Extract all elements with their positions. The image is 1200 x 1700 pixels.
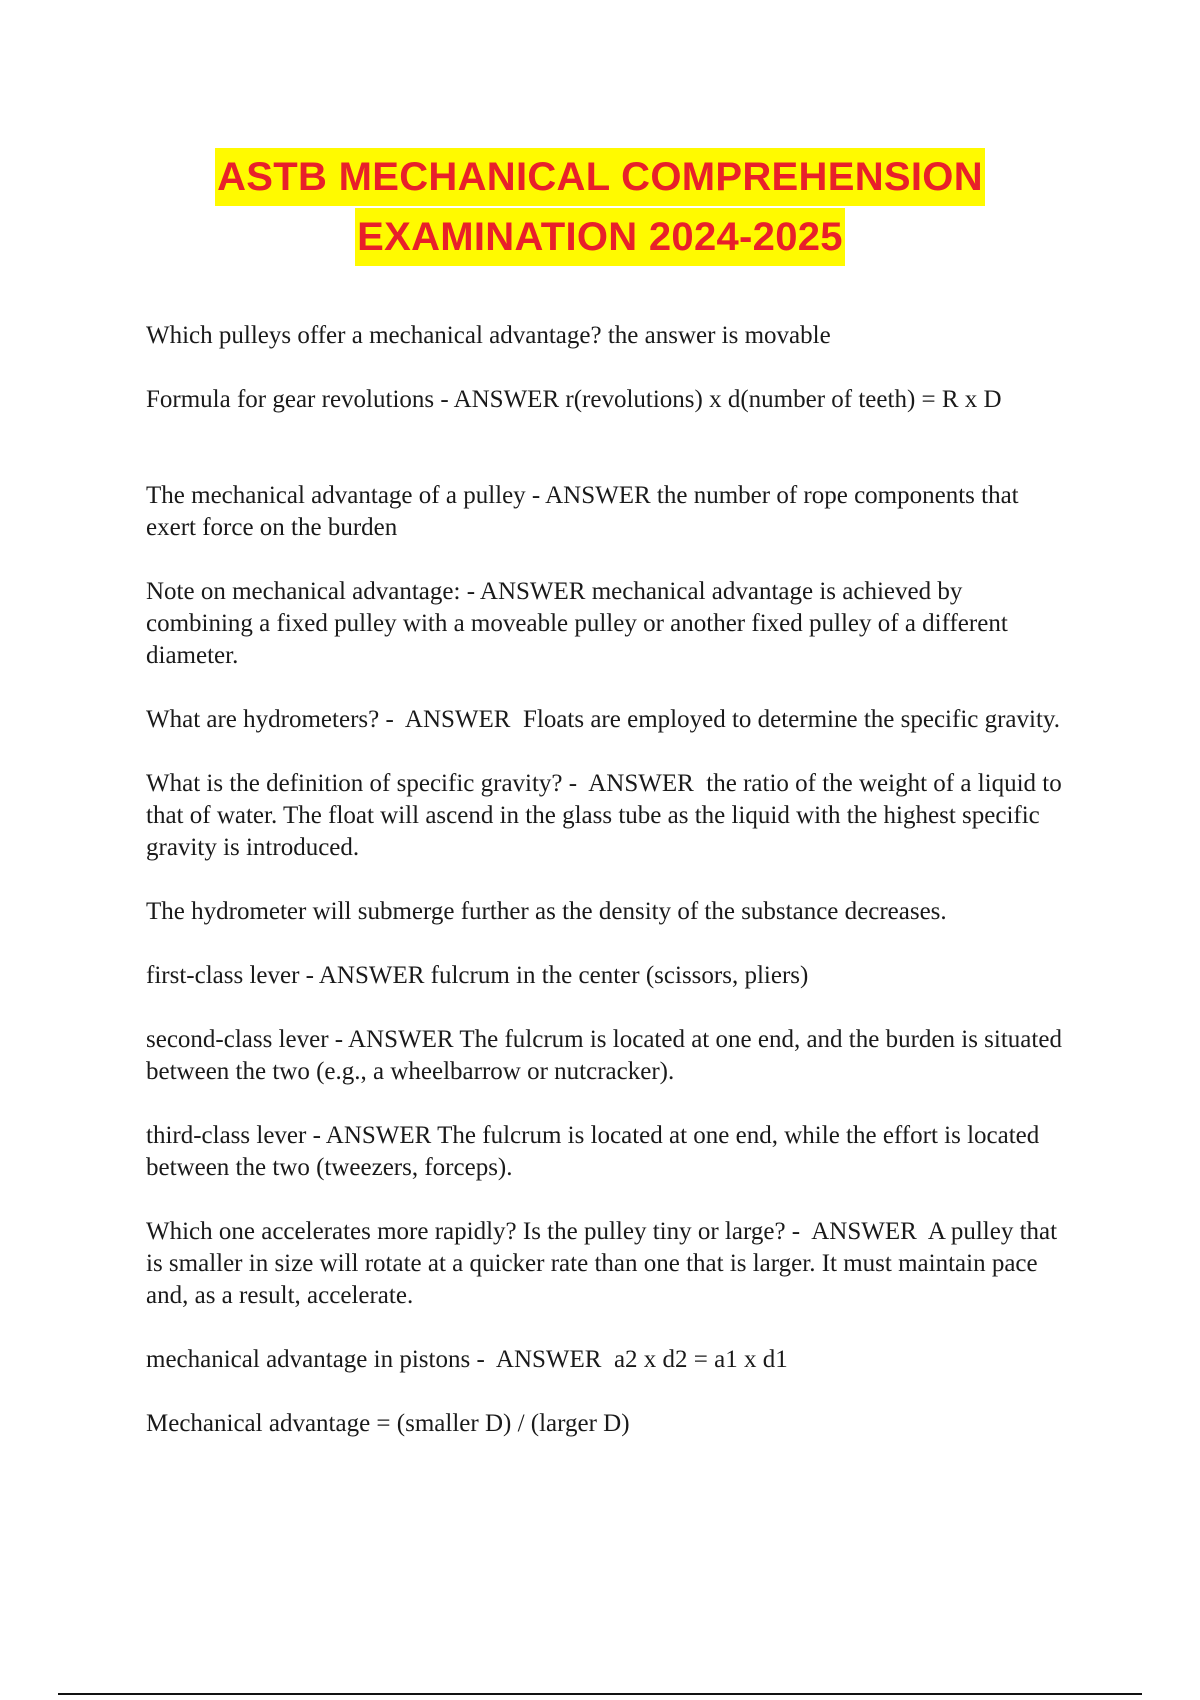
page-bottom-rule [58, 1693, 1142, 1695]
qa-entry-pistons: mechanical advantage in pistons - ANSWER a2 x d2 = a1 x d1 [146, 1346, 788, 1373]
title-line-1: ASTB MECHANICAL COMPREHENSION [215, 148, 985, 206]
qa-entry-specific-gravity: What is the definition of specific gravity? - ANSWER the ratio of the weight of a liquid to that of water. The float will ascend in the glass tube as the liquid with the highest specific gravity is introduced. [146, 770, 1068, 861]
qa-entry-hydrometers: What are hydrometers? - ANSWER Floats are employed to determine the specific gravity. [146, 706, 1061, 733]
qa-entry-pulley-advantage: The mechanical advantage of a pulley - ANSWER the number of rope components that exert force on the burden [146, 482, 1025, 541]
document-title [0, 148, 1200, 268]
qa-entry-pulley-speed: Which one accelerates more rapidly? Is the pulley tiny or large? - ANSWER A pulley that is smaller in size will rotate at a quicker rate than one that is larger. It must maintain pace and, as a result, accelerate. [146, 1218, 1064, 1309]
qa-entry-hydrometer-density: The hydrometer will submerge further as the density of the substance decreases. [146, 898, 947, 925]
qa-entry-pulleys-movable: Which pulleys offer a mechanical advantage? the answer is movable [146, 322, 831, 349]
qa-entry-third-class-lever: third-class lever - ANSWER The fulcrum is located at one end, while the effort is located between the two (tweezers, forceps). [146, 1122, 1046, 1181]
qa-entry-gear-formula: Formula for gear revolutions - ANSWER r(revolutions) x d(number of teeth) = R x D [146, 386, 1002, 413]
title-line-2: EXAMINATION 2024-2025 [355, 208, 845, 266]
qa-entry-second-class-lever: second-class lever - ANSWER The fulcrum is located at one end, and the burden is situated between the two (e.g., a wheelbarrow or nutcracker). [146, 1026, 1069, 1085]
qa-entry-mechanical-advantage-note: Note on mechanical advantage: - ANSWER mechanical advantage is achieved by combining a fixed pulley with a moveable pulley or another fixed pulley of a different diameter. [146, 578, 1015, 669]
qa-entry-first-class-lever: first-class lever - ANSWER fulcrum in the center (scissors, pliers) [146, 962, 809, 989]
qa-entry-advantage-formula: Mechanical advantage = (smaller D) / (larger D) [146, 1410, 630, 1437]
qa-list [146, 320, 1069, 1472]
